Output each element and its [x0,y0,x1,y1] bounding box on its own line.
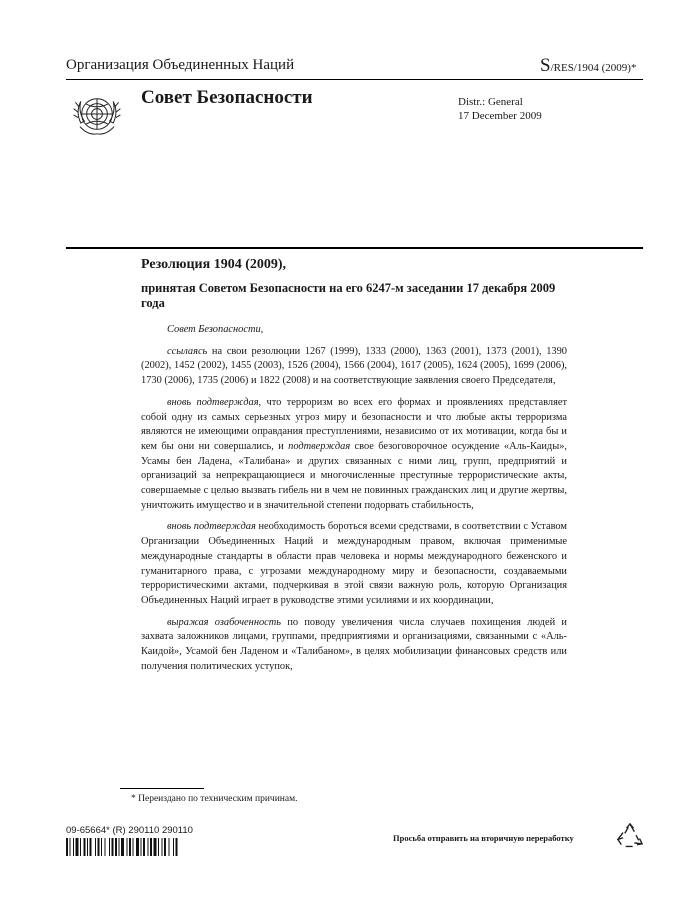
preamble: Совет Безопасности, [167,324,264,335]
footnote: * Переиздано по техническим причинам. [131,794,298,804]
document-symbol [540,55,636,77]
barcode-bar [115,838,117,856]
paragraph-lead: вновь подтверждая [167,396,259,408]
paragraph [141,520,567,608]
barcode-bar [173,838,174,856]
barcode-bar [80,838,81,856]
paragraph-text: свое безоговорочное осуждение «Аль-Каиды», Усамы бен Ладена, «Талибана» и других связанных с ними лиц, групп, предприятий и организаций за непрекращающиеся и многочисленные преступные террористические акты, совершаемые с целью вызвать гибель ни в чем не повинных гражданских лиц и другие жертвы, уничтожить имущество и в значительной степени подорвать стабильность, [141,440,567,511]
symbol-number: /RES/1904 (2009)* [550,62,637,74]
document-code: 09-65664* (R) 290110 290110 [66,825,193,836]
paragraph-text: необходимость бороться всеми средствами, в соответствии с Уставом Организации Объединенных Наций и международным правом, включая применимые международные стандарты в области прав человека и нормы международного беженского и гуманитарного права, с угрозами международному миру и безопасности, создаваемыми террористическими актами, подчеркивая в этой связи важную роль, которую Организация Объединенных Наций играет в руководстве этими усилиями и их координации, [141,521,567,606]
barcode-bar [105,838,106,856]
barcode-bar [150,838,152,856]
header-rule [66,79,643,80]
barcode-bar [101,838,102,856]
paragraph-lead: подтверждая [288,440,351,452]
barcode-bar [143,838,145,856]
symbol-letter: S [540,55,551,76]
barcode-bar [176,838,178,856]
recycle-text: Просьба отправить на вторичную переработку [393,833,574,843]
barcode-bar [76,838,79,856]
barcode-bar [154,838,157,856]
barcode-bar [87,838,88,856]
barcode-bar [90,838,92,856]
paragraph [141,396,567,514]
barcode-bar [158,838,159,856]
resolution-body [141,323,567,681]
paragraph-lead: выражая озабоченность [167,616,282,628]
barcode-bar [121,838,124,856]
barcode-bar [84,838,86,856]
resolution-title: Резолюция 1904 (2009), [141,257,287,272]
barcode-bar [136,838,139,856]
barcode-bar [73,838,74,856]
header-divider [66,247,643,249]
un-emblem-icon [70,87,124,141]
paragraph-text: на свои резолюции 1267 (1999), 1333 (2000), 1363 (2001), 1373 (2001), 1390 (2002), 1452 (2002), 1455 (2003), 1526 (2004), 1566 (2004), 1617 (2005), 1624 (2005), 1699 (2006), 1730 (2006), 1735 (2006) и 1822 (2008) и на соответствующие заявления своего Председателя, [141,345,567,387]
barcode-bar [169,838,170,856]
paragraph-text: , что терроризм во всех его формах и проявлениях представляет собой одну из самых серьезных угроз миру и безопасности и что любые акты терроризма являются не имеющими оправдания преступлениями, независимо от их мотивации, когда бы и кем бы они ни совершались, и [141,396,568,452]
barcode-bar [95,838,96,856]
barcode-bar [148,838,149,856]
paragraph-lead: ссылаясь [167,345,208,357]
barcode-bar [162,838,163,856]
barcode-bar [109,838,110,856]
barcode-bar [66,838,68,856]
barcode-bar [112,838,114,856]
barcode-bar [141,838,142,856]
barcode-bar [98,838,100,856]
document-date: 17 December 2009 [458,110,542,122]
paragraph-lead: вновь подтверждая [167,521,256,533]
org-name: Организация Объединенных Наций [66,57,295,73]
distribution-label: Distr.: General [458,96,523,108]
council-name: Совет Безопасности [141,87,313,108]
barcode-icon [66,838,228,856]
paragraph [141,616,567,675]
recycle-icon [617,823,643,849]
distribution-info [458,95,542,123]
paragraph-text: по поводу увеличения числа случаев похищения людей и захвата заложников лицами, группами, предприятиями и организациями, связанными с «Аль-Каидой», Усамой бен Ладеном и «Талибаном», в целях мобилизации финансовых средств или получения политических уступок, [141,616,567,672]
paragraph [141,345,567,389]
barcode-bar [70,838,71,856]
barcode-bar [119,838,120,856]
footnote-rule [120,788,204,789]
barcode-bar [127,838,128,856]
barcode-bar [133,838,134,856]
resolution-subtitle: принятая Советом Безопасности на его 6247-м заседании 17 декабря 2009 года [141,281,556,310]
barcode-bar [164,838,166,856]
barcode-bar [129,838,131,856]
